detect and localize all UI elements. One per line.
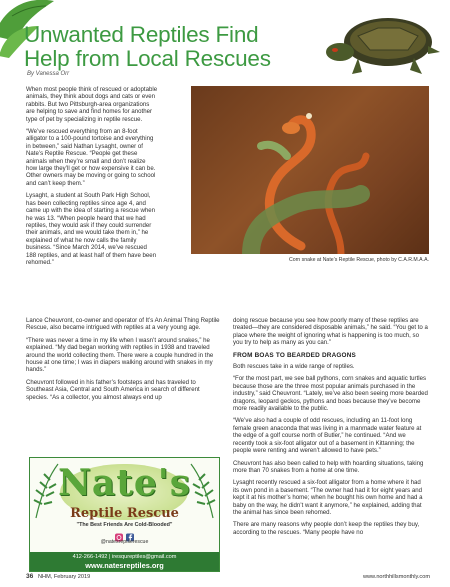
paragraph: doing rescue because you see how poorly many of these reptiles are treated—they are considered disposable animals,” he said. “You get to a place where the weight of ignoring what is happening is too much, so you try to help as many as you can.”: [233, 317, 428, 347]
ad-logo-name: Nate's: [57, 462, 192, 504]
column-2: [26, 317, 222, 406]
paragraph: “For the most part, we see ball pythons, corn snakes and aquatic turtles because those are the three most popular animals purchased in the industry,” said Cheuvront. “Lately, we’ve also been seeing more bearded dragons, leopard geckos, pythons and boas because they’ve become more readily available to the public.: [233, 375, 428, 413]
byline: By Vanessa Orr: [27, 71, 70, 77]
column-3: [233, 317, 428, 541]
paragraph: Lance Cheuvront, co-owner and operator of It’s An Animal Thing Reptile Rescue, also became intrigued with reptiles at a very young age.: [26, 317, 220, 332]
paragraph: When most people think of rescued or adoptable animals, they think about dogs and cats or even rabbits. But two Pittsburgh-area organizations are helping to save and find homes for another type of pet by specializing in reptile rescue.: [26, 86, 158, 123]
ad-tagline: "The Best Friends Are Cold-Blooded": [76, 522, 173, 528]
paragraph: Cheuvront has also been called to help with hoarding situations, taking more than 70 snakes from a home at one time.: [233, 459, 424, 474]
corn-snake-illustration: [191, 86, 429, 254]
paragraph: “There was never a time in my life when I wasn’t around snakes,” he explained. “My dad began working with reptiles in 1938 and traveled around the world collecting them. There were a couple hundred in the house at one time; I was in diapers walking around with snakes in my hands.”: [26, 336, 214, 374]
corn-snake-photo: [191, 86, 429, 254]
ad-website-link[interactable]: www.natesreptiles.org: [85, 561, 164, 570]
photo-caption: Corn snake at Nate’s Reptile Rescue, photo by C.A.R.M.A.A.: [288, 257, 429, 263]
paragraph: “We’ve rescued everything from an 8-foot alligator to a 100-pound tortoise and everything in between,” said Nathan Lysaght, owner of Nate’s Reptile Rescue. “People get these animals when they’re small and don’t realize how large they’ll get or how expensive it can be. Other owners may be moving or going to school and can’t keep them.”: [26, 128, 156, 187]
column-1: [26, 86, 158, 271]
publication-date: NHM, February 2019: [38, 574, 91, 580]
ad-contact-bar: [30, 552, 219, 571]
page-number: 36: [26, 573, 34, 580]
footer-website: www.northhillsmonthly.com: [362, 574, 430, 580]
social-handle: @natesreptilerescue: [100, 539, 149, 545]
article-title: Unwanted Reptiles Find Help from Local Rescues: [24, 22, 271, 71]
paragraph: Lysaght recently rescued a six-foot alligator from a home where it had its own pond in a basement. “The owner had had it for eight years and kept it at his mother’s home; when he bought his own home and had a baby on the way, he didn’t want it anymore,” he explained, adding that the animal has since been rehomed.: [233, 479, 423, 516]
ad-phone-email: 412-266-1492 | iresqureptiles@gmail.com: [72, 554, 177, 560]
section-subheading: FROM BOAS TO BEARDED DRAGONS: [233, 351, 357, 359]
turtle-photo: [318, 6, 442, 88]
paragraph: “We’ve also had a couple of odd rescues, including an 11-foot long female green anaconda that was living in a manmade water feature at the edge of a golf course north of Butler,” he continued. “And we recently took a six-foot alligator out of a basement in Kittanning; the people were renting and weren’t allowed to have pets.”: [233, 417, 422, 455]
paragraph: Lysaght, a student at South Park High School, has been collecting reptiles since age 4, and came up with the idea of starting a rescue when he was 13. “When people heard that we had reptiles, they would ask if they could surrender their animals, and we would take them in,” he explained of what he now calls the family business. “Since March 2014, we’ve rescued 188 reptiles, and at least half of them have been rehomed.”: [26, 192, 157, 266]
paragraph: Cheuvront followed in his father’s footsteps and has traveled to Southeast Asia, Central and South America in search of different species. “As a collector, you almost always end up: [26, 378, 200, 401]
page-footer: [26, 573, 430, 583]
nates-reptile-rescue-ad[interactable]: [29, 457, 220, 572]
paragraph: Both rescues take in a wide range of reptiles.: [233, 363, 355, 371]
paragraph: There are many reasons why people don’t keep the reptiles they buy, according to the rescues. “Many people have no: [233, 521, 420, 536]
ad-logo-subtitle: Reptile Rescue: [70, 506, 179, 521]
